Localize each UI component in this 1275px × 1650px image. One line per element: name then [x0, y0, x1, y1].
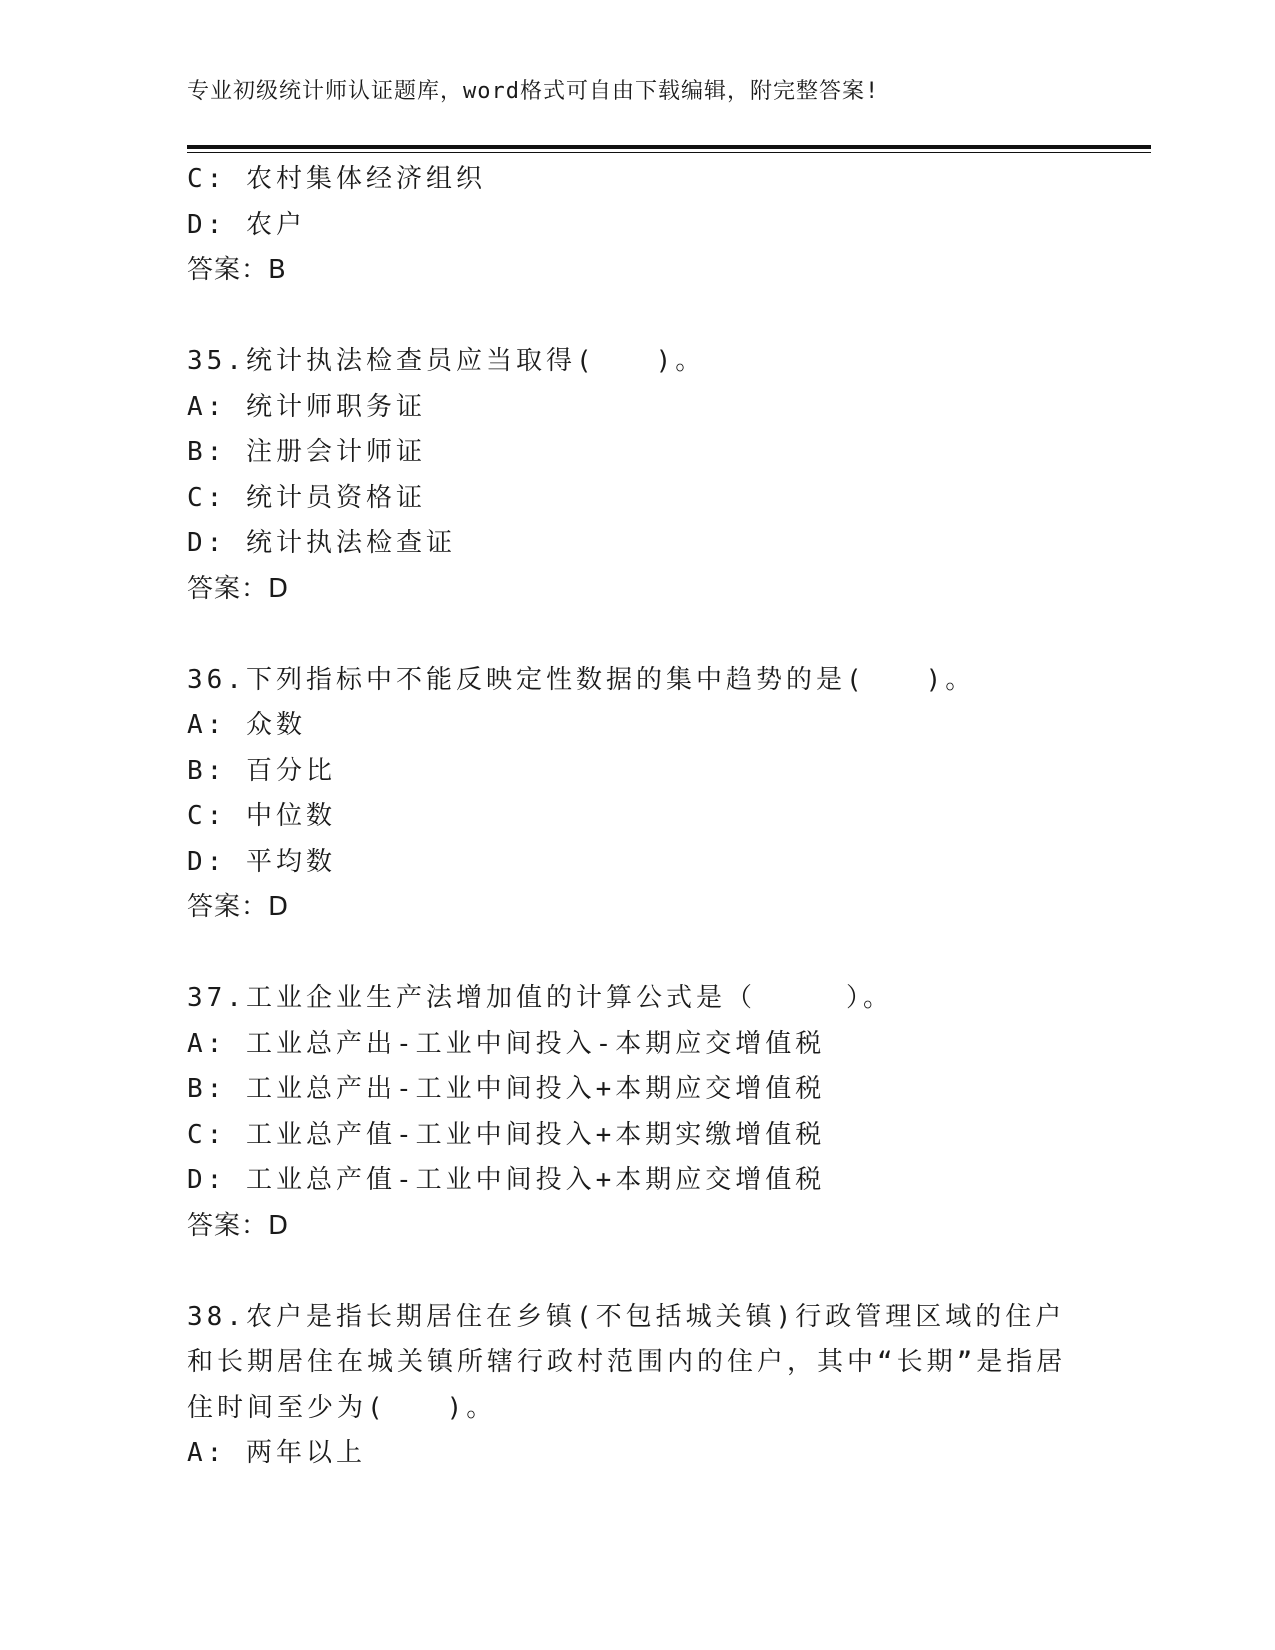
question-stem: 36.下列指标中不能反映定性数据的集中趋势的是( )。: [187, 664, 976, 695]
option-c: C: 统计员资格证: [187, 482, 426, 513]
answer-line: 答案：D: [187, 573, 290, 604]
question-stem: 38.农户是指长期居住在乡镇(不包括城关镇)行政管理区域的住户和长期居住在城关镇所辖行政村范围内的住户，其中“长期”是指居住时间至少为( )。: [187, 1301, 1067, 1423]
question-stem: 37.工业企业生产法增加值的计算公式是（ ）。: [187, 983, 893, 1013]
header-rule-thick: [187, 145, 1151, 149]
option-d: D: 平均数: [187, 846, 336, 877]
option-c: C: 工业总产值-工业中间投入+本期实缴增值税: [187, 1119, 826, 1150]
question-36: [187, 658, 1087, 931]
option-a: A: 两年以上: [187, 1438, 366, 1468]
header-rule-thin: [187, 152, 1151, 153]
question-38: [187, 1295, 1087, 1477]
question-stem: 35.统计执法检查员应当取得( )。: [187, 346, 706, 376]
option-d: D: 工业总产值-工业中间投入+本期应交增值税: [187, 1165, 826, 1195]
option-a: A: 众数: [187, 710, 306, 740]
answer-line: 答案：D: [187, 892, 290, 922]
document-header: 专业初级统计师认证题库，word格式可自由下载编辑，附完整答案!: [187, 79, 880, 104]
option-b: B: 工业总产出-工业中间投入+本期应交增值税: [187, 1074, 826, 1104]
answer-line: 答案：B: [187, 255, 287, 285]
question-35: [187, 339, 1087, 612]
option-d: D: 农户: [187, 209, 306, 240]
carryover-block: [187, 157, 1087, 294]
option-b: B: 注册会计师证: [187, 437, 426, 467]
option-b: B: 百分比: [187, 755, 336, 786]
answer-line: 答案：D: [187, 1210, 290, 1241]
question-37: [187, 976, 1087, 1249]
option-d: D: 统计执法检查证: [187, 528, 456, 558]
option-a: A: 统计师职务证: [187, 391, 426, 422]
option-a: A: 工业总产出-工业中间投入-本期应交增值税: [187, 1028, 826, 1059]
option-c: C: 中位数: [187, 801, 336, 831]
question-list: [187, 157, 1087, 1477]
option-c: C: 农村集体经济组织: [187, 164, 486, 194]
